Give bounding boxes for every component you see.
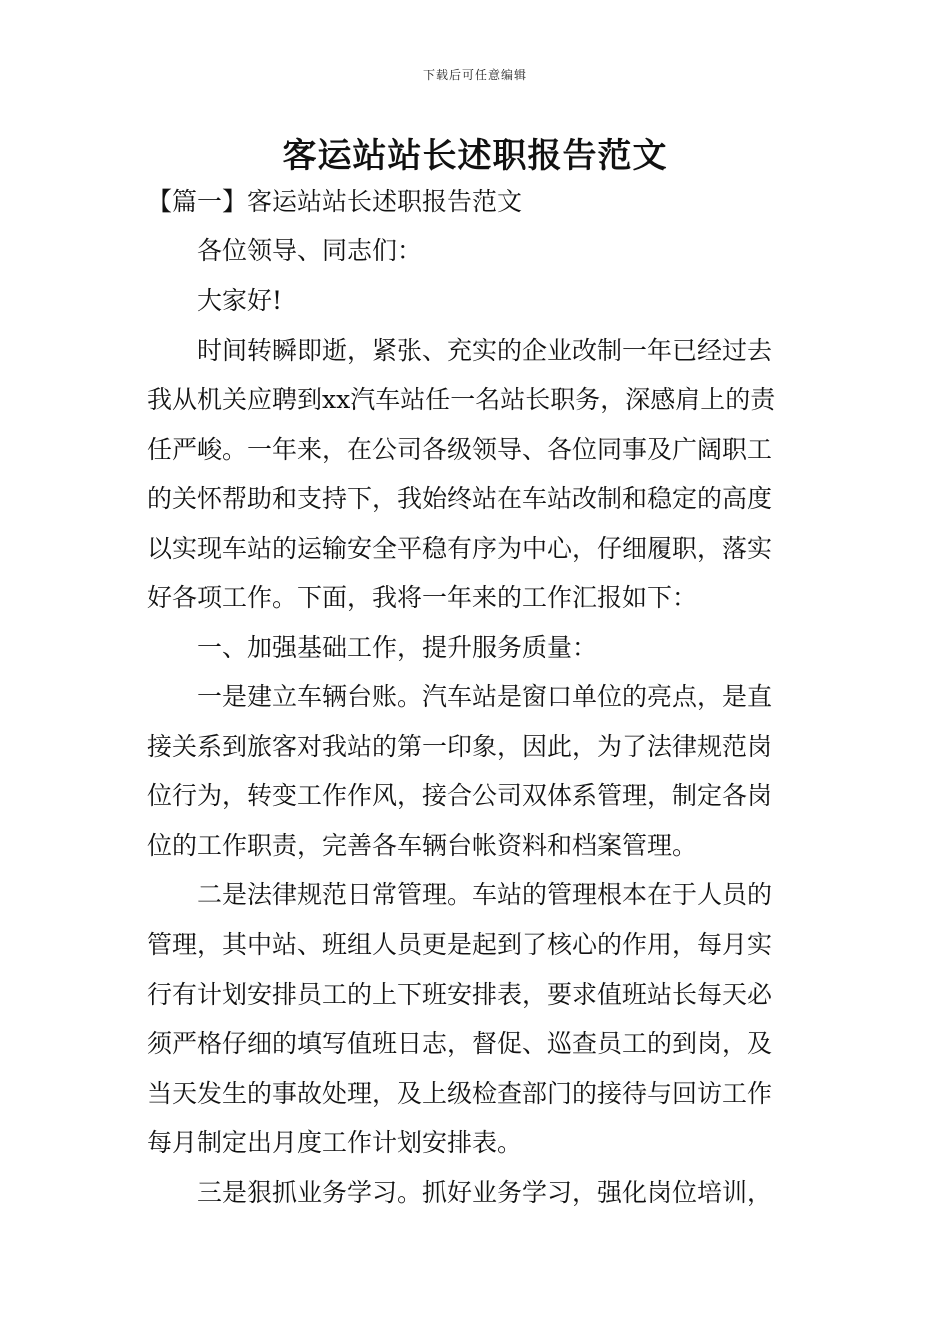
body-line: 位的工作职责，完善各车辆台帐资料和档案管理。 [147, 831, 698, 860]
document-title: 客运站站长述职报告范文 [282, 136, 668, 176]
body-line: 须严格仔细的填写值班日志，督促、巡查员工的到岗，及 [147, 1029, 773, 1058]
body-line: 管理，其中站、班组人员更是起到了核心的作用，每月实 [147, 930, 773, 959]
body-line: 各位领导、同志们： [197, 236, 423, 265]
body-line: 时间转瞬即逝，紧张、充实的企业改制一年已经过去 [197, 336, 773, 365]
body-line: 每月制定出月度工作计划安排表。 [147, 1128, 523, 1157]
body-line: 当天发生的事故处理，及上级检查部门的接待与回访工作 [147, 1079, 773, 1108]
body-line: 以实现车站的运输安全平稳有序为中心，仔细履职，落实 [147, 534, 773, 563]
body-line: 一是建立车辆台账。汽车站是窗口单位的亮点，是直 [197, 682, 773, 711]
body-line: 好各项工作。下面，我将一年来的工作汇报如下： [147, 583, 698, 612]
body-line: 我从机关应聘到xx汽车站任一名站长职务，深感肩上的责 [147, 385, 776, 414]
body-line: 的关怀帮助和支持下，我始终站在车站改制和稳定的高度 [147, 484, 773, 513]
body-line: 一、加强基础工作，提升服务质量： [197, 633, 598, 662]
body-line: 三是狠抓业务学习。抓好业务学习，强化岗位培训， [197, 1178, 773, 1207]
body-line: 任严峻。一年来，在公司各级领导、各位同事及广阔职工 [147, 435, 773, 464]
header-note: 下载后可任意编辑 [422, 68, 527, 82]
body-line: 大家好! [197, 286, 283, 315]
section-heading: 【篇一】客运站站长述职报告范文 [147, 187, 523, 216]
body-line: 二是法律规范日常管理。车站的管理根本在于人员的 [197, 880, 773, 909]
body-line: 位行为，转变工作作风，接合公司双体系管理，制定各岗 [147, 781, 773, 810]
body-line: 行有计划安排员工的上下班安排表，要求值班站长每天必 [147, 980, 773, 1009]
body-line: 接关系到旅客对我站的第一印象，因此，为了法律规范岗 [147, 732, 773, 761]
